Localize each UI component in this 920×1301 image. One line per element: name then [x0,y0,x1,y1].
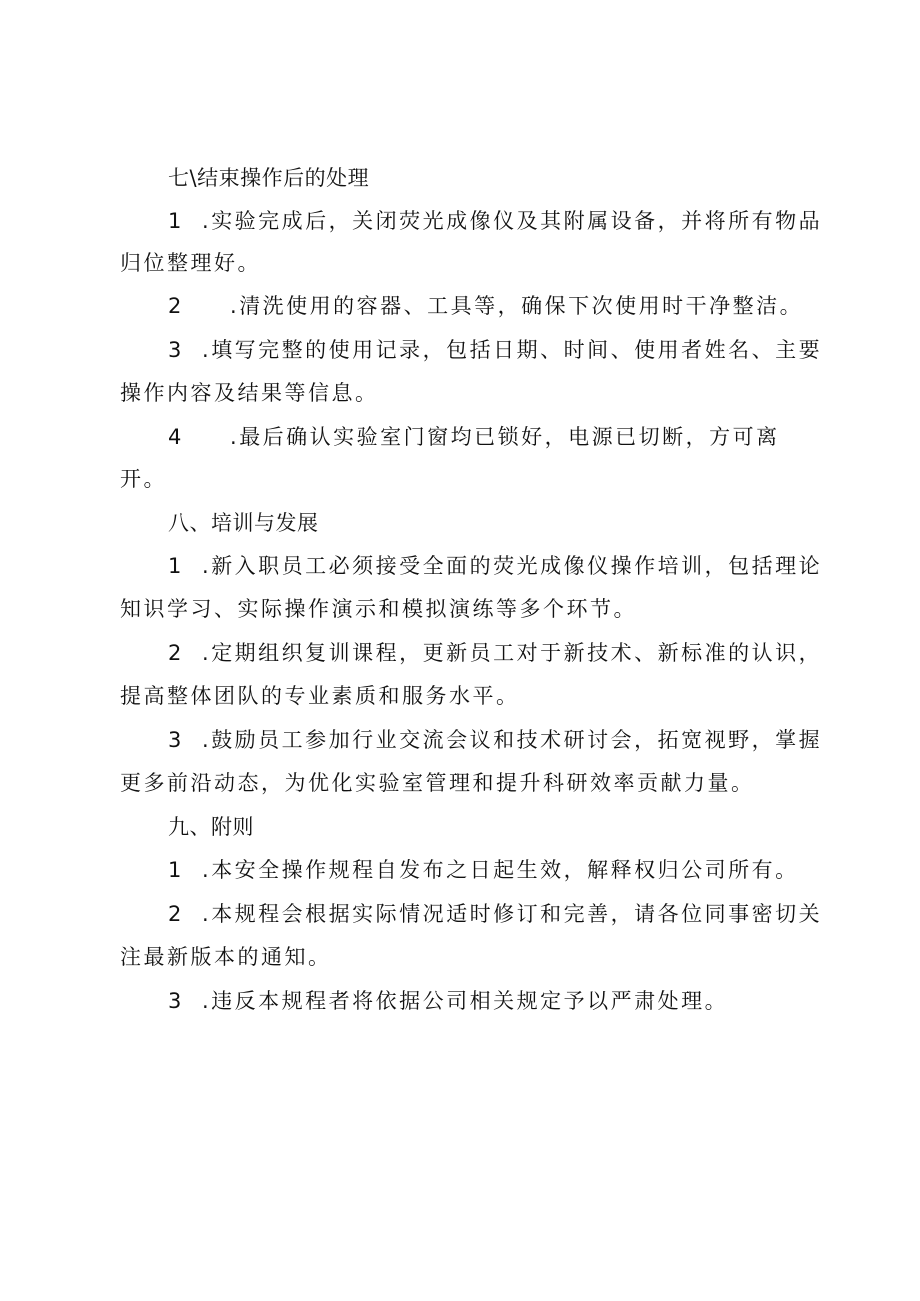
section-9-item-1 [168,856,799,884]
item-text: 新入职员工必须接受全面的荧光成像仪操作培训，包括理论 [211,554,823,578]
section-8-item-1-line-2: 知识学习、实际操作演示和模拟演练等多个环节。 [120,597,637,621]
section-9-item-2-line-1 [168,900,822,928]
item-sep: . [202,209,212,233]
section-7-item-2 [168,292,803,320]
item-text: 本安全操作规程自发布之日起生效，解释权归公司所有。 [211,858,799,882]
item-text: 清洗使用的容器、工具等，确保下次使用时干净整洁。 [239,294,804,318]
section-7-item-4-line-1 [168,423,780,451]
section-7-item-1-line-2: 归位整理好。 [120,251,261,275]
section-7-item-4-line-2: 开。 [120,467,167,491]
item-text: 实验完成后，关闭荧光成像仪及其附属设备，并将所有物品 [211,209,823,233]
item-sep: . [202,902,212,926]
section-8-item-3-line-1 [168,726,822,754]
item-number: 3 [168,338,182,362]
section-8-item-1-line-1 [168,552,822,580]
section-9-item-2-line-2: 注最新版本的通知。 [120,945,332,969]
section-heading-8: 八、培训与发展 [168,511,319,535]
section-8-item-2-line-1 [168,639,822,667]
section-7-item-3-line-1 [168,336,822,364]
item-number: 1 [168,209,182,233]
item-number: 1 [168,858,182,882]
item-sep: . [202,858,212,882]
section-8-item-3-line-2: 更多前沿动态，为优化实验室管理和提升科研效率贡献力量。 [120,771,755,795]
item-number: 3 [168,728,182,752]
item-number: 3 [168,989,182,1013]
item-text: 本规程会根据实际情况适时修订和完善，请各位同事密切关 [211,902,823,926]
item-number: 2 [168,294,182,318]
item-sep: . [202,989,212,1013]
item-text: 违反本规程者将依据公司相关规定予以严肃处理。 [211,989,729,1013]
section-7-item-1-line-1 [168,207,822,235]
item-text: 定期组织复训课程，更新员工对于新技术、新标准的认识， [211,641,823,665]
item-text: 鼓励员工参加行业交流会议和技术研讨会，拓宽视野，掌握 [211,728,823,752]
item-number: 1 [168,554,182,578]
section-heading-7: 七\结束操作后的处理 [168,166,370,190]
section-8-item-2-line-2: 提高整体团队的专业素质和服务水平。 [120,684,520,708]
section-9-item-3 [168,987,728,1015]
item-sep: . [202,728,212,752]
item-number: 2 [168,641,182,665]
item-text: 填写完整的使用记录，包括日期、时间、使用者姓名、主要 [211,338,823,362]
item-number: 2 [168,902,182,926]
item-sep: . [230,294,240,318]
item-text: 最后确认实验室门窗均已锁好，电源已切断，方可离 [239,425,780,449]
item-sep: . [202,641,212,665]
item-sep: . [202,554,212,578]
item-sep: . [202,338,212,362]
item-sep: . [230,425,240,449]
section-7-item-3-line-2: 操作内容及结果等信息。 [120,381,379,405]
item-number: 4 [168,425,182,449]
section-heading-9: 九、附则 [168,815,254,839]
